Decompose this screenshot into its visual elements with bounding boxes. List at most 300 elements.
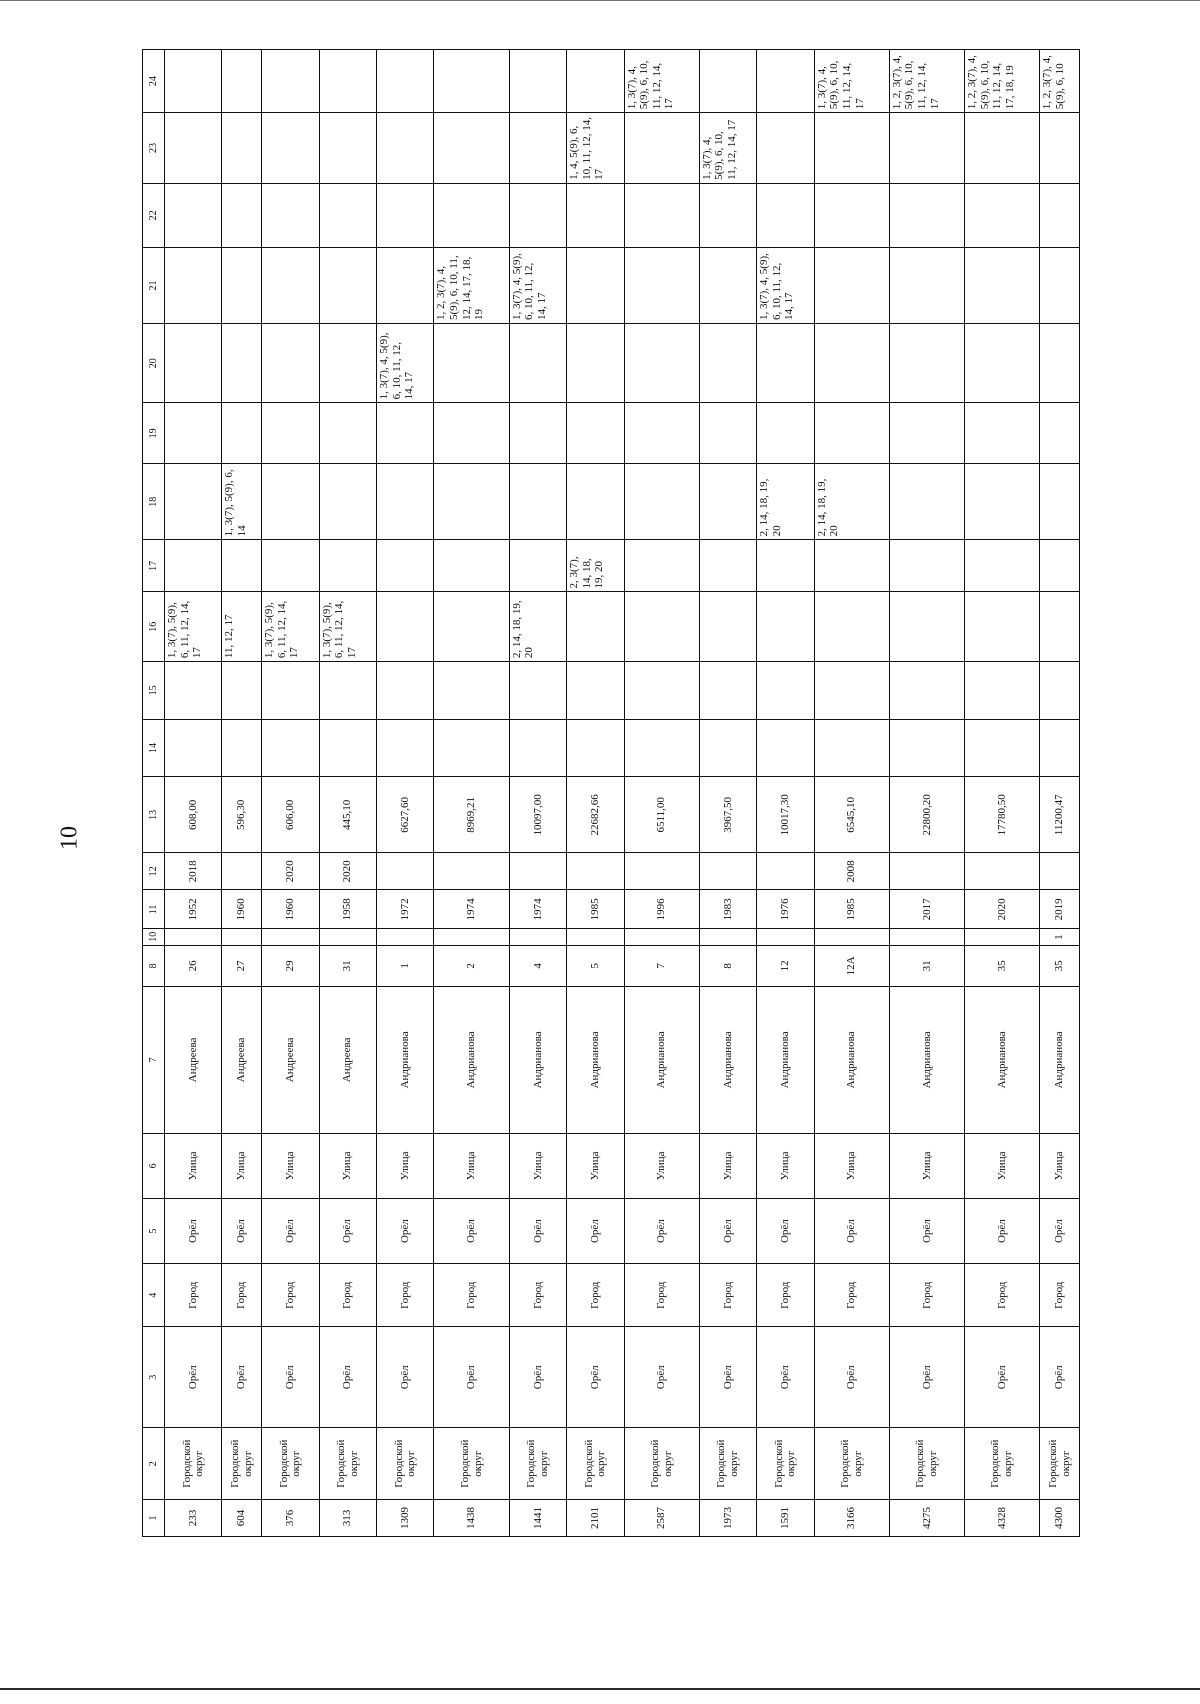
table-cell-c5: Орёл <box>757 1198 814 1263</box>
column-number-header: 17 <box>143 540 165 592</box>
table-cell-c3: Орёл <box>509 1327 566 1428</box>
table-cell-c14 <box>889 719 964 777</box>
table-cell-c11: 1974 <box>434 890 509 929</box>
table-cell-c8: 31 <box>319 945 376 986</box>
table-cell-c21 <box>567 247 624 323</box>
table-cell-c19 <box>814 403 889 464</box>
table-cell-c6: Улица <box>567 1133 624 1198</box>
table-cell-c19 <box>434 403 509 464</box>
table-cell-c23 <box>377 113 434 184</box>
table-cell-c24 <box>222 50 262 113</box>
column-number-header: 3 <box>143 1327 165 1428</box>
table-cell-c10 <box>377 929 434 945</box>
table-cell-c18 <box>567 464 624 540</box>
table-cell-c4: Город <box>964 1264 1039 1327</box>
table-cell-c6: Улица <box>509 1133 566 1198</box>
table-cell-c6: Улица <box>262 1133 319 1198</box>
table-cell-c22 <box>757 183 814 247</box>
table-cell-c8: 29 <box>262 945 319 986</box>
table-cell-c17 <box>889 540 964 592</box>
table-cell-c1: 2101 <box>567 1500 624 1537</box>
table-cell-c14 <box>319 719 376 777</box>
table-cell-c16 <box>964 592 1039 662</box>
table-cell-c16 <box>567 592 624 662</box>
table-cell-c23: 1, 4, 5(9), 6, 10, 11, 12, 14, 17 <box>567 113 624 184</box>
table-cell-c5: Орёл <box>509 1198 566 1263</box>
column-number-header: 5 <box>143 1198 165 1263</box>
table-cell-c6: Улица <box>377 1133 434 1198</box>
table-row <box>814 50 889 1537</box>
table-cell-c8: 1 <box>377 945 434 986</box>
table-row <box>567 50 624 1537</box>
table-cell-c5: Орёл <box>222 1198 262 1263</box>
table-cell-c22 <box>319 183 376 247</box>
table-cell-c20 <box>567 324 624 403</box>
table-cell-c20 <box>964 324 1039 403</box>
table-cell-c1: 1309 <box>377 1500 434 1537</box>
table-cell-c24: 1, 2, 3(7), 4, 5(9), 6, 10, 11, 12, 14, 17 <box>889 50 964 113</box>
column-number-header: 18 <box>143 464 165 540</box>
table-cell-c1: 4328 <box>964 1500 1039 1537</box>
table-cell-c4: Город <box>509 1264 566 1327</box>
table-cell-c23 <box>434 113 509 184</box>
table-row <box>699 50 756 1537</box>
table-cell-c3: Орёл <box>434 1327 509 1428</box>
table-cell-c16 <box>757 592 814 662</box>
table-cell-c16 <box>699 592 756 662</box>
table-cell-c20 <box>814 324 889 403</box>
table-cell-c19 <box>509 403 566 464</box>
table-cell-c15 <box>814 662 889 720</box>
column-number-header: 20 <box>143 324 165 403</box>
table-cell-c7: Андрианова <box>699 987 756 1134</box>
column-number-header: 23 <box>143 113 165 184</box>
table-cell-c24: 1, 2, 3(7), 4, 5(9), 6, 10 <box>1040 50 1080 113</box>
table-cell-c23 <box>509 113 566 184</box>
table-cell-c1: 1438 <box>434 1500 509 1537</box>
table-cell-c20: 1, 3(7), 4, 5(9), 6, 10, 11, 12, 14, 17 <box>377 324 434 403</box>
table-cell-c1: 1591 <box>757 1500 814 1537</box>
table-cell-c6: Улица <box>757 1133 814 1198</box>
table-cell-c12 <box>567 853 624 890</box>
table-cell-c15 <box>624 662 699 720</box>
table-cell-c19 <box>964 403 1039 464</box>
table-cell-c12 <box>889 853 964 890</box>
table-cell-c20 <box>1040 324 1080 403</box>
table-cell-c15 <box>699 662 756 720</box>
table-cell-c21: 1, 3(7), 4, 5(9), 6, 10, 11, 12, 14, 17 <box>509 247 566 323</box>
table-cell-c21 <box>262 247 319 323</box>
table-cell-c8: 7 <box>624 945 699 986</box>
table-cell-c17 <box>814 540 889 592</box>
table-row <box>757 50 814 1537</box>
table-cell-c15 <box>377 662 434 720</box>
table-cell-c6: Улица <box>165 1133 222 1198</box>
table-cell-c5: Орёл <box>434 1198 509 1263</box>
table-cell-c5: Орёл <box>1040 1198 1080 1263</box>
table-row <box>624 50 699 1537</box>
table-cell-c12 <box>757 853 814 890</box>
table-cell-c16 <box>434 592 509 662</box>
table-cell-c16 <box>889 592 964 662</box>
table-cell-c12 <box>377 853 434 890</box>
column-number-header: 22 <box>143 183 165 247</box>
table-cell-c19 <box>567 403 624 464</box>
table-cell-c7: Андрианова <box>1040 987 1080 1134</box>
table-cell-c4: Город <box>222 1264 262 1327</box>
table-cell-c23 <box>964 113 1039 184</box>
table-cell-c23: 1, 3(7), 4, 5(9), 6, 10, 11, 12, 14, 17 <box>699 113 756 184</box>
table-cell-c6: Улица <box>319 1133 376 1198</box>
table-cell-c3: Орёл <box>814 1327 889 1428</box>
table-cell-c4: Город <box>1040 1264 1080 1327</box>
table-cell-c2: Городской округ <box>964 1428 1039 1500</box>
table-cell-c13: 10097,00 <box>509 777 566 853</box>
table-cell-c2: Городской округ <box>699 1428 756 1500</box>
table-cell-c18 <box>509 464 566 540</box>
table-cell-c4: Город <box>377 1264 434 1327</box>
table-cell-c6: Улица <box>889 1133 964 1198</box>
table-cell-c17: 2, 3(7), 14, 18, 19, 20 <box>567 540 624 592</box>
table-cell-c3: Орёл <box>319 1327 376 1428</box>
table-cell-c23 <box>624 113 699 184</box>
table-cell-c12: 2020 <box>319 853 376 890</box>
table-cell-c11: 1960 <box>222 890 262 929</box>
table-cell-c21 <box>964 247 1039 323</box>
table-cell-c4: Город <box>889 1264 964 1327</box>
table-cell-c3: Орёл <box>262 1327 319 1428</box>
column-number-header: 24 <box>143 50 165 113</box>
rotated-register-table <box>142 49 1080 1537</box>
table-cell-c20 <box>889 324 964 403</box>
table-cell-c3: Орёл <box>567 1327 624 1428</box>
table-cell-c13: 606,00 <box>262 777 319 853</box>
table-cell-c6: Улица <box>814 1133 889 1198</box>
column-number-header: 13 <box>143 777 165 853</box>
table-cell-c24 <box>262 50 319 113</box>
table-cell-c19 <box>757 403 814 464</box>
table-cell-c23 <box>1040 113 1080 184</box>
table-cell-c17 <box>319 540 376 592</box>
table-cell-c12: 2018 <box>165 853 222 890</box>
table-cell-c24: 1, 3(7), 4, 5(9), 6, 10, 11, 12, 14, 17 <box>624 50 699 113</box>
table-cell-c8: 12 <box>757 945 814 986</box>
table-cell-c21: 1, 3(7), 4, 5(9), 6, 10, 11, 12, 14, 17 <box>757 247 814 323</box>
table-cell-c7: Андрианова <box>377 987 434 1134</box>
table-cell-c10 <box>434 929 509 945</box>
table-cell-c13: 596,30 <box>222 777 262 853</box>
table-cell-c20 <box>757 324 814 403</box>
table-cell-c17 <box>1040 540 1080 592</box>
table-cell-c11: 1983 <box>699 890 756 929</box>
table-cell-c5: Орёл <box>964 1198 1039 1263</box>
table-cell-c17 <box>377 540 434 592</box>
table-cell-c1: 376 <box>262 1500 319 1537</box>
table-cell-c3: Орёл <box>889 1327 964 1428</box>
table-cell-c1: 3166 <box>814 1500 889 1537</box>
table-cell-c7: Андреева <box>319 987 376 1134</box>
table-cell-c16 <box>377 592 434 662</box>
table-cell-c7: Андреева <box>262 987 319 1134</box>
table-cell-c13: 22800,20 <box>889 777 964 853</box>
table-cell-c19 <box>889 403 964 464</box>
column-number-header: 16 <box>143 592 165 662</box>
table-cell-c14 <box>262 719 319 777</box>
table-cell-c16: 1, 3(7), 5(9), 6, 11, 12, 14, 17 <box>262 592 319 662</box>
table-cell-c1: 4300 <box>1040 1500 1080 1537</box>
table-cell-c22 <box>222 183 262 247</box>
table-cell-c19 <box>222 403 262 464</box>
table-cell-c10 <box>222 929 262 945</box>
table-cell-c2: Городской округ <box>814 1428 889 1500</box>
table-cell-c8: 5 <box>567 945 624 986</box>
table-cell-c12 <box>964 853 1039 890</box>
table-cell-c18: 1, 3(7), 5(9), 6, 14 <box>222 464 262 540</box>
column-number-header: 14 <box>143 719 165 777</box>
table-cell-c2: Городской округ <box>757 1428 814 1500</box>
table-cell-c1: 1973 <box>699 1500 756 1537</box>
table-cell-c15 <box>262 662 319 720</box>
table-cell-c5: Орёл <box>319 1198 376 1263</box>
table-cell-c4: Город <box>624 1264 699 1327</box>
table-cell-c24 <box>757 50 814 113</box>
table-cell-c15 <box>567 662 624 720</box>
table-cell-c17 <box>165 540 222 592</box>
table-cell-c8: 27 <box>222 945 262 986</box>
table-cell-c13: 8969,21 <box>434 777 509 853</box>
table-cell-c12 <box>434 853 509 890</box>
table-cell-c7: Андрианова <box>964 987 1039 1134</box>
table-cell-c12 <box>699 853 756 890</box>
column-number-header: 4 <box>143 1264 165 1327</box>
table-cell-c12 <box>1040 853 1080 890</box>
table-cell-c4: Город <box>165 1264 222 1327</box>
table-cell-c1: 604 <box>222 1500 262 1537</box>
table-cell-c22 <box>889 183 964 247</box>
table-cell-c19 <box>699 403 756 464</box>
table-cell-c15 <box>319 662 376 720</box>
table-cell-c11: 2020 <box>964 890 1039 929</box>
table-cell-c4: Город <box>567 1264 624 1327</box>
column-number-header: 2 <box>143 1428 165 1500</box>
table-cell-c17 <box>222 540 262 592</box>
table-cell-c3: Орёл <box>165 1327 222 1428</box>
table-row <box>509 50 566 1537</box>
table-cell-c21 <box>699 247 756 323</box>
table-cell-c17 <box>699 540 756 592</box>
table-cell-c22 <box>964 183 1039 247</box>
table-cell-c5: Орёл <box>567 1198 624 1263</box>
column-number-header-row <box>143 50 165 1537</box>
table-cell-c7: Андрианова <box>814 987 889 1134</box>
page-number: 10 <box>56 826 83 850</box>
table-cell-c22 <box>624 183 699 247</box>
column-number-header: 15 <box>143 662 165 720</box>
table-cell-c11: 2019 <box>1040 890 1080 929</box>
table-cell-c14 <box>222 719 262 777</box>
table-cell-c20 <box>222 324 262 403</box>
table-cell-c3: Орёл <box>377 1327 434 1428</box>
table-cell-c19 <box>165 403 222 464</box>
table-cell-c14 <box>1040 719 1080 777</box>
table-cell-c2: Городской округ <box>567 1428 624 1500</box>
table-cell-c23 <box>222 113 262 184</box>
table-cell-c20 <box>165 324 222 403</box>
table-cell-c22 <box>567 183 624 247</box>
table-cell-c23 <box>757 113 814 184</box>
table-cell-c20 <box>624 324 699 403</box>
table-row <box>434 50 509 1537</box>
table-cell-c15 <box>165 662 222 720</box>
table-cell-c13: 6545,10 <box>814 777 889 853</box>
table-cell-c4: Город <box>699 1264 756 1327</box>
table-cell-c8: 35 <box>1040 945 1080 986</box>
table-cell-c14 <box>757 719 814 777</box>
table-cell-c23 <box>262 113 319 184</box>
table-cell-c2: Городской округ <box>262 1428 319 1500</box>
table-cell-c11: 1976 <box>757 890 814 929</box>
table-cell-c11: 1952 <box>165 890 222 929</box>
table-cell-c6: Улица <box>222 1133 262 1198</box>
table-cell-c12 <box>222 853 262 890</box>
table-cell-c12 <box>509 853 566 890</box>
table-cell-c15 <box>1040 662 1080 720</box>
table-cell-c16 <box>1040 592 1080 662</box>
table-cell-c16 <box>624 592 699 662</box>
table-cell-c19 <box>1040 403 1080 464</box>
table-cell-c10 <box>964 929 1039 945</box>
table-cell-c17 <box>757 540 814 592</box>
table-row <box>319 50 376 1537</box>
table-cell-c18 <box>377 464 434 540</box>
table-cell-c13: 608,00 <box>165 777 222 853</box>
table-cell-c6: Улица <box>1040 1133 1080 1198</box>
table-cell-c23 <box>814 113 889 184</box>
table-cell-c6: Улица <box>699 1133 756 1198</box>
table-cell-c18: 2, 14, 18, 19, 20 <box>814 464 889 540</box>
table-cell-c19 <box>319 403 376 464</box>
table-cell-c14 <box>434 719 509 777</box>
table-cell-c13: 22682,66 <box>567 777 624 853</box>
table-cell-c7: Андрианова <box>889 987 964 1134</box>
table-cell-c15 <box>757 662 814 720</box>
table-cell-c24 <box>434 50 509 113</box>
table-cell-c2: Городской округ <box>377 1428 434 1500</box>
table-cell-c8: 2 <box>434 945 509 986</box>
table-cell-c10 <box>567 929 624 945</box>
column-number-header: 6 <box>143 1133 165 1198</box>
table-cell-c10 <box>699 929 756 945</box>
table-cell-c4: Город <box>319 1264 376 1327</box>
table-cell-c15 <box>509 662 566 720</box>
table-cell-c7: Андрианова <box>757 987 814 1134</box>
table-cell-c5: Орёл <box>165 1198 222 1263</box>
column-number-header: 7 <box>143 987 165 1134</box>
table-cell-c22 <box>262 183 319 247</box>
table-cell-c17 <box>262 540 319 592</box>
column-number-header: 12 <box>143 853 165 890</box>
table-cell-c18: 2, 14, 18, 19, 20 <box>757 464 814 540</box>
table-cell-c18 <box>434 464 509 540</box>
table-cell-c23 <box>319 113 376 184</box>
table-cell-c19 <box>377 403 434 464</box>
table-cell-c13: 17780,50 <box>964 777 1039 853</box>
table-cell-c18 <box>165 464 222 540</box>
table-cell-c22 <box>1040 183 1080 247</box>
column-number-header: 8 <box>143 945 165 986</box>
table-cell-c2: Городской округ <box>222 1428 262 1500</box>
table-cell-c24: 1, 2, 3(7), 4, 5(9), 6, 10, 11, 12, 14, 17, 18, 19 <box>964 50 1039 113</box>
table-cell-c24 <box>509 50 566 113</box>
table-cell-c6: Улица <box>434 1133 509 1198</box>
table-cell-c4: Город <box>814 1264 889 1327</box>
table-row <box>964 50 1039 1537</box>
table-cell-c23 <box>165 113 222 184</box>
table-cell-c15 <box>222 662 262 720</box>
table-cell-c17 <box>509 540 566 592</box>
column-number-header: 21 <box>143 247 165 323</box>
table-cell-c22 <box>377 183 434 247</box>
table-cell-c1: 1441 <box>509 1500 566 1537</box>
table-cell-c24 <box>567 50 624 113</box>
table-cell-c18 <box>262 464 319 540</box>
table-cell-c5: Орёл <box>377 1198 434 1263</box>
table-cell-c17 <box>964 540 1039 592</box>
table-cell-c11: 1985 <box>567 890 624 929</box>
table-cell-c16: 1, 3(7), 5(9), 6, 11, 12, 14, 17 <box>319 592 376 662</box>
housing-register-table <box>142 49 1080 1537</box>
table-row <box>222 50 262 1537</box>
table-cell-c7: Андрианова <box>434 987 509 1134</box>
scan-top-edge-line <box>0 0 1200 1</box>
table-cell-c20 <box>262 324 319 403</box>
table-row <box>262 50 319 1537</box>
table-cell-c1: 233 <box>165 1500 222 1537</box>
table-cell-c19 <box>624 403 699 464</box>
table-cell-c24 <box>319 50 376 113</box>
table-cell-c20 <box>509 324 566 403</box>
table-cell-c2: Городской округ <box>165 1428 222 1500</box>
table-cell-c10 <box>757 929 814 945</box>
table-cell-c14 <box>567 719 624 777</box>
table-cell-c4: Город <box>262 1264 319 1327</box>
table-cell-c22 <box>814 183 889 247</box>
table-cell-c24: 1, 3(7), 4, 5(9), 6, 10, 11, 12, 14, 17 <box>814 50 889 113</box>
table-cell-c1: 4275 <box>889 1500 964 1537</box>
table-cell-c6: Улица <box>624 1133 699 1198</box>
table-cell-c23 <box>889 113 964 184</box>
table-cell-c3: Орёл <box>624 1327 699 1428</box>
table-cell-c3: Орёл <box>699 1327 756 1428</box>
column-number-header: 11 <box>143 890 165 929</box>
table-cell-c15 <box>434 662 509 720</box>
table-cell-c4: Город <box>434 1264 509 1327</box>
table-cell-c8: 31 <box>889 945 964 986</box>
table-cell-c2: Городской округ <box>434 1428 509 1500</box>
table-cell-c11: 2017 <box>889 890 964 929</box>
table-cell-c8: 35 <box>964 945 1039 986</box>
table-cell-c10 <box>624 929 699 945</box>
table-cell-c5: Орёл <box>889 1198 964 1263</box>
table-cell-c11: 1996 <box>624 890 699 929</box>
table-cell-c22 <box>165 183 222 247</box>
table-cell-c16 <box>814 592 889 662</box>
table-cell-c5: Орёл <box>814 1198 889 1263</box>
table-cell-c10 <box>814 929 889 945</box>
table-cell-c14 <box>624 719 699 777</box>
table-cell-c3: Орёл <box>1040 1327 1080 1428</box>
column-number-header: 10 <box>143 929 165 945</box>
